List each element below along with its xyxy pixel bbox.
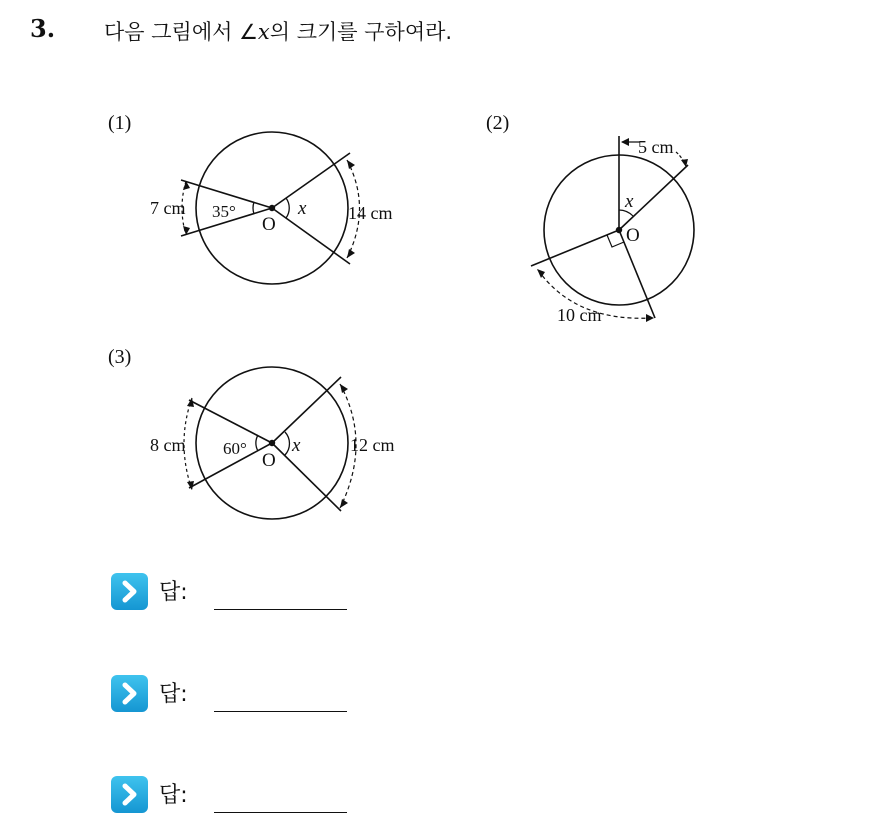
figure-3-angle-arc-right [285,432,289,455]
figure-3-arrowhead-4 [340,499,348,508]
answer-label-1: 답: [159,580,188,605]
problem-3-label: (3) [108,346,132,368]
figure-1-angle-label: 35° [212,202,236,221]
chevron-right-icon [111,573,148,610]
figure-3-arrowhead-3 [340,384,348,393]
figure-3-var-label: x [292,435,301,456]
answer-blank-2[interactable] [214,711,347,712]
problem-2-label: (2) [486,112,510,134]
figure-3-radius-upper-right [272,377,341,443]
question-variable: x [257,20,270,44]
figure-3-radius-lower-right [272,443,341,511]
figure-2-var-label: x [625,191,634,212]
figure-1-center-label: O [262,214,276,235]
figure-3-radius-upper-left [189,400,272,443]
answer-blank-1[interactable] [214,609,347,610]
chevron-right-icon [111,776,148,813]
chevron-right-icon [111,675,148,712]
figure-3-arrowhead-2 [187,481,194,490]
figure-3-arrowhead-1 [187,398,194,407]
figure-3-angle-arc-left [256,435,258,451]
question-text-before: 다음 그림에서 ∠ [104,20,258,44]
figure-3-right-length: 12 cm [350,435,395,455]
figure-1-left-length: 7 cm [150,198,186,218]
answer-blank-3[interactable] [214,812,347,813]
answer-label-2: 답: [159,682,188,707]
figure-2-bottom-length: 10 cm [557,305,602,325]
figure-1-right-length: 14 cm [348,203,393,223]
figure-3-angle-label: 60° [223,439,247,458]
question-text-after: 의 크기를 구하여라. [269,20,453,44]
answer-label-3: 답: [159,783,188,808]
figure-2-top-length: 5 cm [638,137,674,157]
question-number: 3. [30,14,56,43]
figure-3-center-label: O [262,450,276,471]
figure-3-left-length: 8 cm [150,435,186,455]
figure-3-center-dot [269,440,275,446]
figure-2-center-label: O [626,225,640,246]
figure-1-var-label: x [298,198,307,219]
problem-1-label: (1) [108,112,132,134]
